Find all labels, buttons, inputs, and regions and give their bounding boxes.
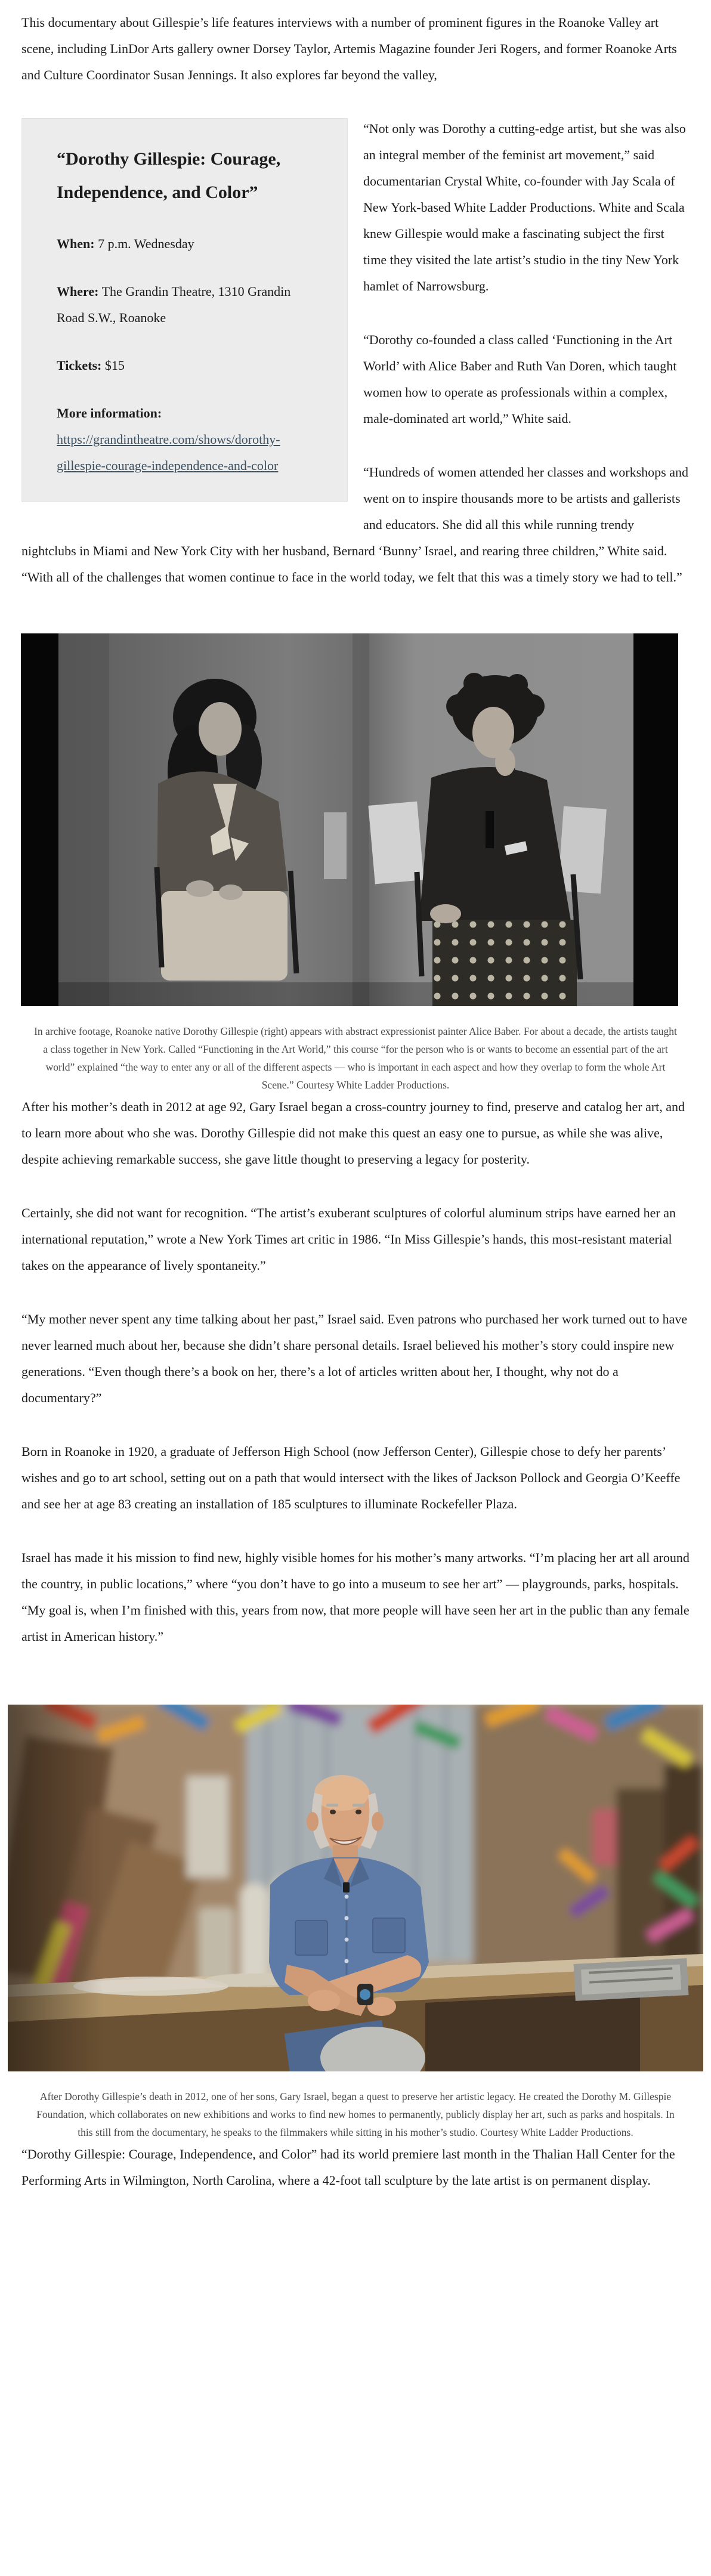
infobox-tickets [57, 352, 314, 379]
chair-back [368, 802, 423, 885]
where-label: Where: [57, 284, 99, 299]
body-paragraph-4: Born in Roanoke in 1920, a graduate of Jefferson High School (now Jefferson Center), Gillespie chose to defy her parents’ wishes and go to art school, setting out on a path that would intersect with the likes of Jackson Pollock and Georgia O’Keeffe and see her at age 83 creating an installation of 185 sculptures to illuminate Rockefeller Plaza. [21, 1444, 681, 1511]
studio-photo [8, 1705, 703, 2071]
infobox-more-info [57, 400, 314, 479]
event-infobox [21, 118, 348, 502]
infobox-when [57, 231, 314, 257]
tickets-value: $15 [101, 358, 125, 373]
quote-paragraph-1: “Not only was Dorothy a cutting-edge artist, but she was also an integral member of the feminist art movement,” said documentarian Crystal White, co-founder with Jay Scala of New York-based White Ladder Productions. White and Scala knew Gillespie would make a fascinating subject the first time they visited the late artist’s studio in the tiny New York hamlet of Narrowsburg. [363, 121, 686, 293]
intro-paragraph: This documentary about Gillespie’s life features interviews with a number of prominent figures in the Roanoke Valley art scene, including LinDor Arts gallery owner Dorsey Taylor, Artemis Magazine founder Jeri Rogers, and former Roanoke Arts and Culture Coordinator Susan Jennings. It also explores far beyond the valley, [21, 15, 677, 82]
quote-paragraph-2: “Dorothy co-founded a class called ‘Functioning in the Art World’ with Alice Baber and Ruth Van Doren, which taught women how to operate as professionals within a complex, male-dominated art world,” White said. [363, 332, 677, 426]
more-info-link[interactable]: https://grandintheatre.com/shows/dorothy-gillespie-courage-independence-and-color [57, 432, 280, 473]
final-paragraph: “Dorothy Gillespie: Courage, Independence, and Color” had its world premiere last month in the Thalian Hall Center for the Performing Arts in Wilmington, North Carolina, where a 42-foot tall sculpture by the late artist is on permanent display. [21, 2147, 675, 2188]
chair-back [558, 806, 607, 894]
body-paragraph-2: Certainly, she did not want for recognition. “The artist’s exuberant sculptures of colorful aluminum strips have earned her an international reputation,” wrote a New York Times art critic in 1986. “In Miss Gillespie’s hands, this most-resistant material takes on the appearance of lively spontaneity.” [21, 1205, 676, 1273]
archive-footage-photo [21, 633, 678, 1006]
body-paragraph-1: After his mother’s death in 2012 at age 92, Gary Israel began a cross-country journey to find, preserve and catalog her art, and to learn more about who she was. Dorothy Gillespie did not make this quest an easy one to pursue, as while she was alive, despite achieving remarkable success, she gave little thought to preserving a legacy for posterity. [21, 1099, 685, 1167]
infobox-where [57, 279, 314, 331]
tickets-label: Tickets: [57, 358, 102, 373]
wrap-section [21, 116, 690, 618]
studio-photo-caption: After Dorothy Gillespie’s death in 2012, one of her sons, Gary Israel, began a quest to preserve her artistic legacy. He created the Dorothy M. Gillespie Foundation, which collaborates on new exhibitions and works to find new homes to permanently, publicly display her art, such as parks and hospitals. In this still from the documentary, he speaks to the filmmakers while sitting in his mother’s studio. Courtesy White Ladder Productions. [36, 2091, 675, 2138]
studio-figure [21, 1677, 690, 2141]
body-paragraph-3: “My mother never spent any time talking about her past,” Israel said. Even patrons who purchased her work turned out to have never learned much about her, because she didn’t share personal details. Israel believed his mother’s story could inspire new generations. “Even though there’s a book on her, there’s a lot of articles written about her, I thought, why not do a documentary?” [21, 1312, 688, 1405]
when-value: 7 p.m. Wednesday [94, 236, 194, 251]
body-paragraph-5: Israel has made it his mission to find new, highly visible homes for his mother’s many artworks. “I’m placing her art all around the country, in public locations,” where “you don’t have to go into a museum to see her art” — playgrounds, parks, hospitals. “My goal is, when I’m finished with this, years from now, that more people will have seen her art in the public than any female artist in American history.” [21, 1550, 690, 1644]
quote-paragraph-3: “Hundreds of women attended her classes and workshops and went on to inspire thousands more to be artists and gallerists and educators. She did all this while running trendy nightclubs in Miami and New York City with her husband, Bernard ‘Bunny’ Israel, and rearing three children,” White said. “With all of the challenges that women continue to face in the world today, we felt that this was a timely story we had to tell.” [21, 465, 688, 585]
when-label: When: [57, 236, 95, 251]
more-info-label: More information: [57, 406, 162, 420]
infobox-title: “Dorothy Gillespie: Courage, Independence, and Color” [57, 149, 281, 202]
where-value: The Grandin Theatre, 1310 Grandin Road S.W., Roanoke [57, 284, 291, 325]
archive-footage-caption: In archive footage, Roanoke native Dorothy Gillespie (right) appears with abstract expressionist painter Alice Baber. For about a decade, the artists taught a class together in New York. Called “Functioning in the Art World,” this course “for the person who is or wants to become an essential part of the art world” explained “the way to enter any or all of the different aspects — who is important in each aspect and how they overlap to form the whole Art Scene.” Courtesy White Ladder Productions. [34, 1025, 677, 1091]
archive-footage-figure [21, 618, 690, 1094]
article [21, 0, 690, 2194]
